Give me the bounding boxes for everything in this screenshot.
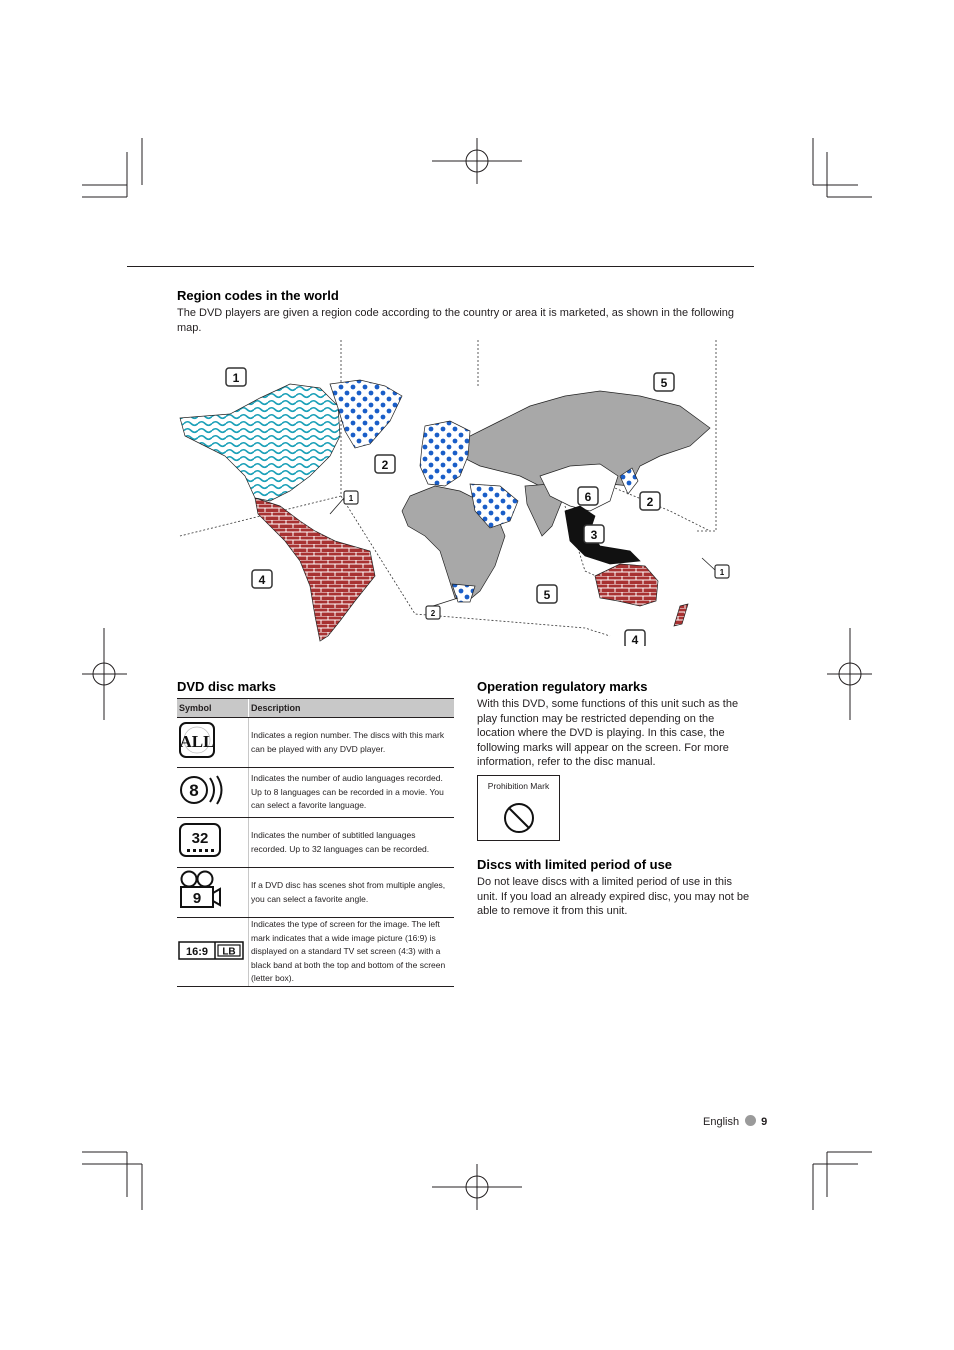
- region-label-4: [252, 570, 272, 588]
- prohibition-mark-box: [477, 775, 560, 841]
- region-world-map: [170, 336, 730, 646]
- header-rule: [127, 266, 754, 267]
- operation-marks-heading: Operation regulatory marks: [477, 679, 648, 694]
- svg-text:3: 3: [590, 528, 598, 542]
- region-label-1: [226, 368, 246, 386]
- page-number: 9: [761, 1116, 768, 1128]
- svg-text:8: 8: [189, 781, 199, 801]
- svg-text:9: 9: [192, 890, 202, 908]
- description-cell: Indicates the type of screen for the image. The left mark indicates that a wide image picture (16:9) is displayed on a standard TV set screen (4:3) with a black band at both the top and bottom of the screen (letter box).: [249, 918, 455, 987]
- svg-text:2: 2: [646, 495, 654, 509]
- limited-period-body: Do not leave discs with a limited period of use in this unit. If you load an already expired disc, you may not be able to remove it from this unit.: [477, 876, 750, 917]
- region-label-4-oceania: [625, 630, 645, 646]
- region-label-5-asia: [654, 373, 674, 391]
- table-row: [177, 818, 454, 868]
- svg-text:4: 4: [631, 633, 639, 646]
- limited-period-heading: Discs with limited period of use: [477, 857, 673, 872]
- svg-text:1: 1: [348, 494, 354, 503]
- column-header-symbol: Symbol: [177, 699, 249, 718]
- region-label-2-south-africa: [426, 606, 440, 619]
- svg-text:1: 1: [719, 568, 725, 577]
- description-cell: If a DVD disc has scenes shot from multiple angles, you can select a favorite angle.: [249, 868, 455, 918]
- prohibition-mark-label: Prohibition Mark: [487, 781, 550, 791]
- all-region-icon: [178, 720, 218, 760]
- svg-text:LB: LB: [222, 946, 236, 957]
- screen-type-icon: [178, 939, 244, 961]
- svg-text:ALL: ALL: [179, 732, 215, 752]
- audio-languages-icon: [178, 770, 234, 810]
- description-cell: Indicates a region number. The discs with this mark can be played with any DVD player.: [249, 718, 455, 768]
- camera-angles-icon: [178, 869, 224, 911]
- region-codes-heading: Region codes in the world: [177, 288, 339, 303]
- svg-text:32: 32: [191, 830, 209, 848]
- region-label-2-japan: [640, 492, 660, 510]
- description-cell: Indicates the number of audio languages recorded. Up to 8 languages can be recorded in a movie. You can select a favorite language.: [249, 768, 455, 818]
- region-label-3: [584, 525, 604, 543]
- region-codes-intro: The DVD players are given a region code according to the country or area it is marketed, as shown in the following map.: [177, 307, 735, 334]
- svg-text:2: 2: [381, 458, 389, 472]
- region-label-1-hawaii: [344, 491, 358, 504]
- svg-text:1: 1: [232, 371, 240, 385]
- table-row: [177, 918, 454, 987]
- svg-text:5: 5: [543, 588, 551, 602]
- svg-text:16:9: 16:9: [185, 945, 209, 958]
- subtitle-languages-icon: [178, 820, 224, 860]
- svg-text:5: 5: [660, 376, 668, 390]
- region-label-2: [375, 455, 395, 473]
- region-label-1-pacific: [715, 565, 729, 578]
- footer-language: English: [703, 1116, 740, 1128]
- table-row: [177, 718, 454, 768]
- description-cell: Indicates the number of subtitled languages recorded. Up to 32 languages can be recorded.: [249, 818, 455, 868]
- svg-text:6: 6: [584, 490, 592, 504]
- region-label-5-africa: [537, 585, 557, 603]
- table-row: [177, 868, 454, 918]
- svg-text:2: 2: [430, 609, 436, 618]
- operation-marks-body: With this DVD, some functions of this unit such as the play function may be restricted depending on the location where the DVD is playing. In this case, the following marks will appear on the screen. For more information, refer to the disc manual.: [477, 698, 739, 768]
- disc-marks-heading: DVD disc marks: [177, 679, 276, 694]
- table-row: [177, 768, 454, 818]
- disc-marks-table: [177, 698, 454, 987]
- footer-bullet-icon: [745, 1115, 756, 1126]
- prohibition-icon: [502, 801, 536, 835]
- region-label-6: [578, 487, 598, 505]
- page-footer: [703, 1115, 767, 1128]
- svg-text:4: 4: [258, 573, 266, 587]
- column-header-description: Description: [249, 699, 455, 718]
